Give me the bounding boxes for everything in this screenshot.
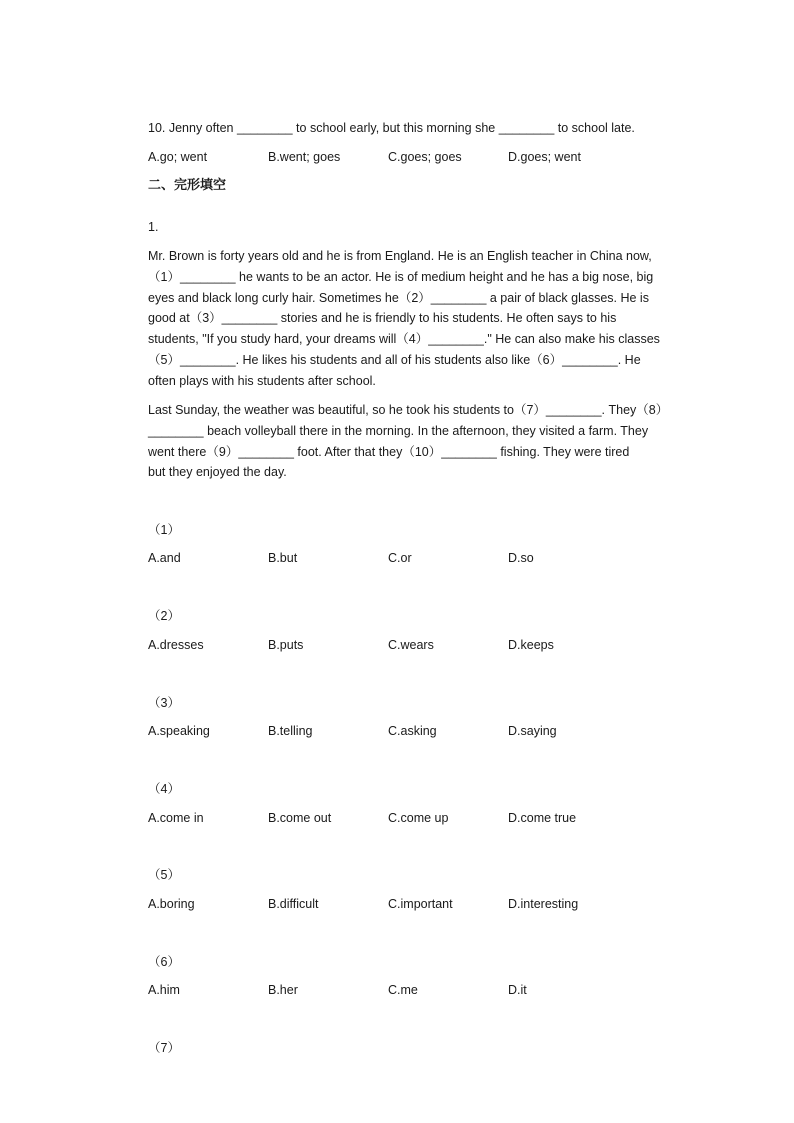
option-c: C.goes; goes xyxy=(388,150,462,164)
option-c: C.or xyxy=(388,551,412,565)
option-b: B.went; goes xyxy=(268,150,341,164)
option-a: A.him xyxy=(148,983,180,997)
sub-question-label: （6） xyxy=(148,955,180,969)
option-c: C.me xyxy=(388,983,418,997)
option-a: A.dresses xyxy=(148,638,204,652)
option-a: A.boring xyxy=(148,897,195,911)
sub-question-options xyxy=(148,982,708,998)
passage-line: ________ beach volleyball there in the morning. In the afternoon, they visited a farm. They xyxy=(148,423,649,438)
sub-question-options xyxy=(148,550,708,566)
section-title: 二、完形填空 xyxy=(148,177,227,192)
option-d: D.keeps xyxy=(508,638,554,652)
sub-question-options xyxy=(148,637,708,653)
sub-question-label: （1） xyxy=(148,523,180,537)
sub-question-label: （5） xyxy=(148,868,180,882)
sub-question-options xyxy=(148,723,708,739)
passage-paragraph-1 xyxy=(148,246,693,392)
passage-line: （1）________ he wants to be an actor. He is of medium height and he has a big nose, big xyxy=(148,269,654,284)
passage-line: （5）________. He likes his students and all of his students also like（6）________. He xyxy=(148,352,641,367)
option-a: A.come in xyxy=(148,811,204,825)
option-b: B.her xyxy=(268,983,298,997)
sub-question-label: （2） xyxy=(148,609,180,623)
sub-question-label: （4） xyxy=(148,782,180,796)
option-b: B.puts xyxy=(268,638,304,652)
option-a: A.go; went xyxy=(148,150,208,164)
option-a: A.and xyxy=(148,551,181,565)
sub-question-label: （3） xyxy=(148,696,180,710)
passage-line: Mr. Brown is forty years old and he is from England. He is an English teacher in China now, xyxy=(148,249,652,263)
option-a: A.speaking xyxy=(148,724,210,738)
sub-question-options xyxy=(148,810,708,826)
option-b: B.come out xyxy=(268,811,332,825)
cloze-number: 1. xyxy=(148,220,159,234)
sub-question-options xyxy=(148,896,708,912)
passage-line: went there（9）________ foot. After that they（10）________ fishing. They were tired xyxy=(148,444,630,459)
passage-line: eyes and black long curly hair. Sometimes he（2）________ a pair of black glasses. He is xyxy=(148,290,649,305)
question-10-options xyxy=(148,149,708,165)
question-10-stem: 10. Jenny often ________ to school early, but this morning she ________ to school late. xyxy=(148,121,635,135)
option-b: B.difficult xyxy=(268,897,319,911)
passage-line: good at（3）________ stories and he is friendly to his students. He often says to his xyxy=(148,311,617,326)
passage-line: but they enjoyed the day. xyxy=(148,465,287,480)
passage-line: Last Sunday, the weather was beautiful, so he took his students to（7）________. They（8） xyxy=(148,403,669,417)
passage-line: often plays with his students after school. xyxy=(148,373,376,388)
option-d: D.saying xyxy=(508,724,557,738)
option-d: D.come true xyxy=(508,811,577,825)
option-c: C.come up xyxy=(388,811,449,825)
option-b: B.but xyxy=(268,551,298,565)
option-d: D.interesting xyxy=(508,897,579,911)
option-d: D.so xyxy=(508,551,534,565)
option-c: C.wears xyxy=(388,638,434,652)
option-d: D.it xyxy=(508,983,527,997)
passage-line: students, "If you study hard, your dreams will（4）________." He can also make his classes xyxy=(148,332,660,347)
sub-question-label: （7） xyxy=(148,1041,180,1055)
option-c: C.important xyxy=(388,897,453,911)
option-d: D.goes; went xyxy=(508,150,581,164)
option-b: B.telling xyxy=(268,724,313,738)
option-c: C.asking xyxy=(388,724,437,738)
passage-paragraph-2 xyxy=(148,400,693,483)
